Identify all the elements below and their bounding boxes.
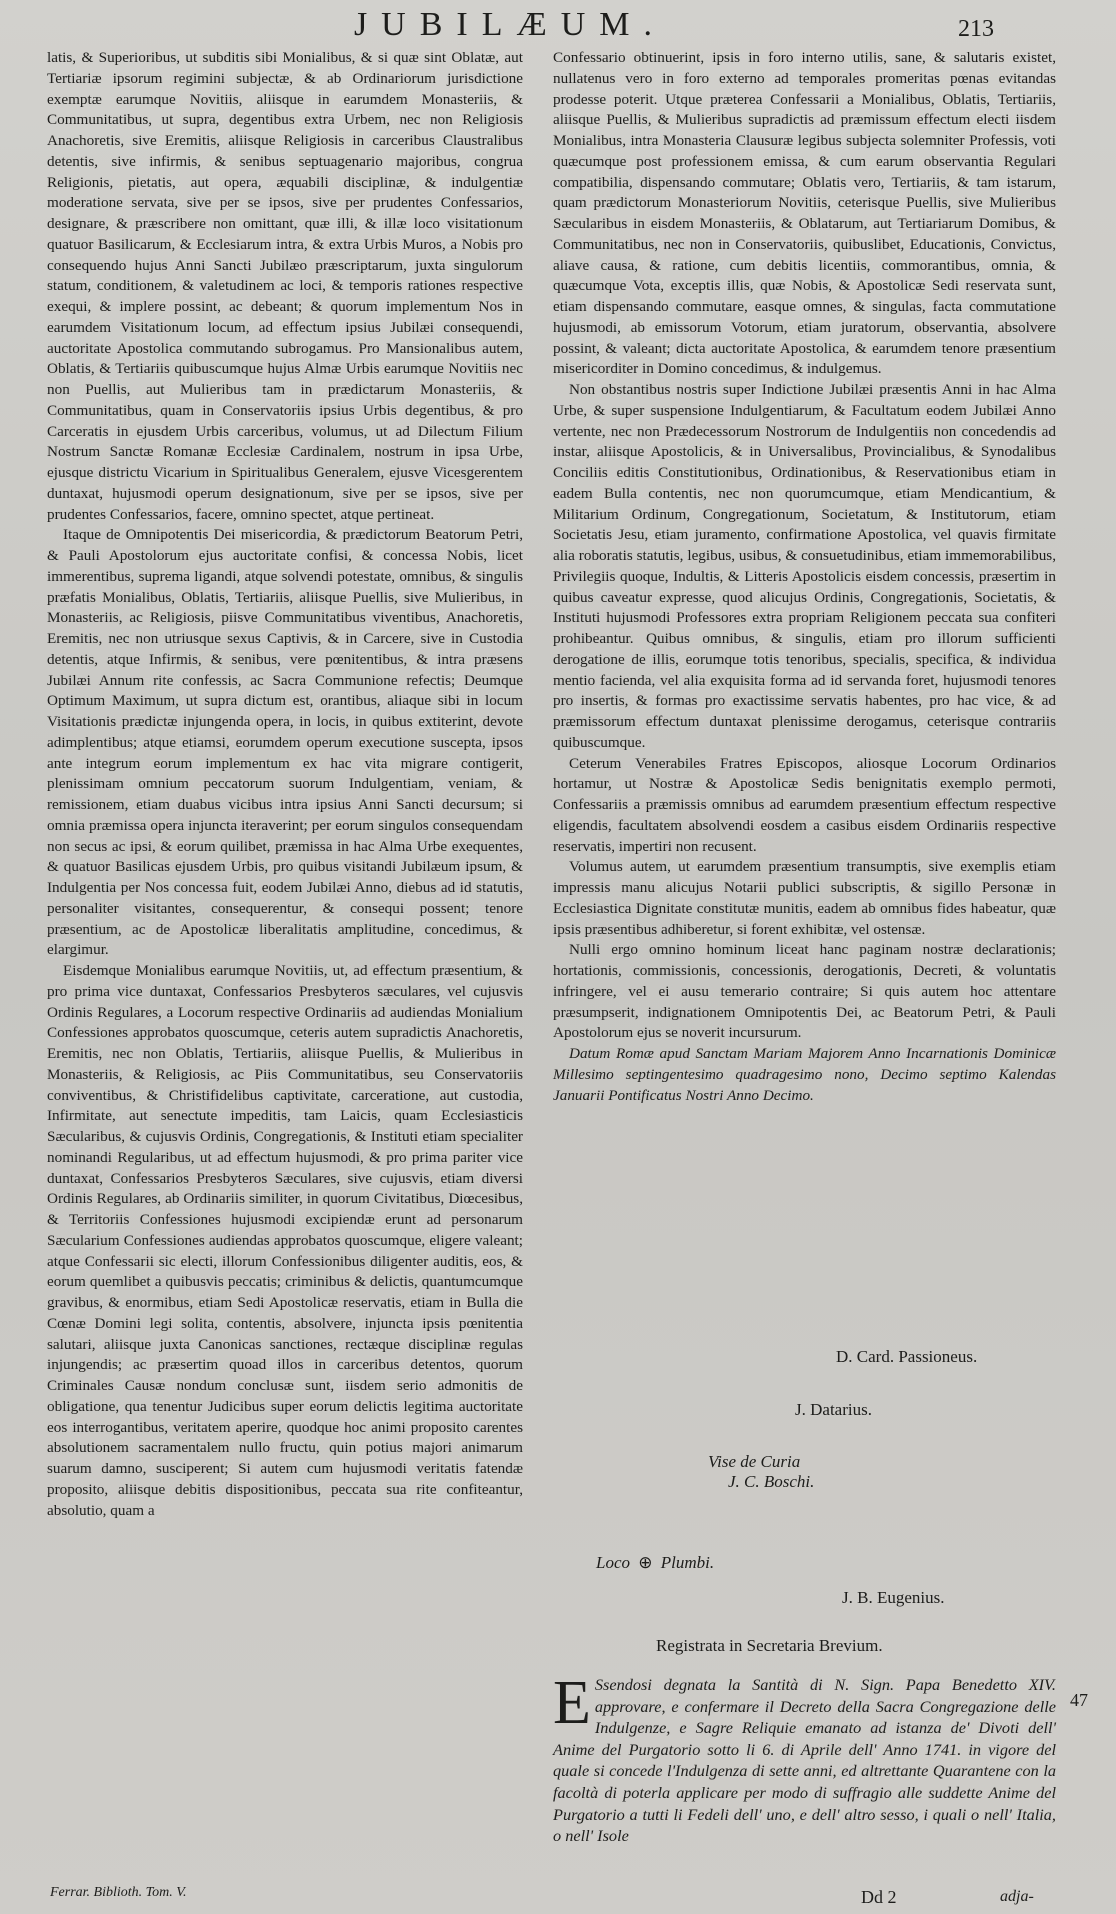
- dated-clause: Datum Romæ apud Sanctam Mariam Majorem Anno Incarnationis Dominicæ Millesimo septingentesimo quadragesimo nono, Decimo septimo Kalendas Januarii Pontificatus Nostri Anno Decimo.: [553, 1045, 1056, 1104]
- right-paragraph-5: Nulli ergo omnino hominum liceat hanc paginam nostræ declarationis; hortationis, commissionis, concessionis, derogationis, Decreti, & voluntatis infringere, vel ei ausu temerario contraire; Si quis autem hoc attentare præsumpserit, indignationem Omnipotentis Dei, ac Beatorum Petri, & Pauli Apostolorum ejus se noverit incursurum.: [553, 941, 1056, 1042]
- right-paragraph-1: Confessario obtinuerint, ipsis in foro interno utilis, sane, & salutaris existet, nullatenus vero in foro externo ad temporales promeritas pœnas evitandas prodesse poterit. Utque præterea Confessarii a Monialibus, Oblatis, Tertiariis, aliisque Puellis, & Mulieribus supradictis ad præmissum effectum electi iisdem Monialibus, intra Monasteria Clausuræ legibus subjecta solemniter Professis, voti quæcumque post professionem emissa, & cum earum observantia Regulari compatibilia, dispensando commutare; Oblatis vero, Tertiariis, & tam istarum, quam prædictorum Monasteriorum Novitiis, ceterisque Puellis, sive Mulieribus Sæcularibus in eisdem Monasteriis, & Oblatarum, aut Tertiariarum Domibus, & Communitatibus, nec non in Conservatoriis, quibuslibet, Educationis, Convictus, aliave causa, & ratione, cum debitis licentiis, commorantibus, omnia, & quæcumque Vota, exceptis illis, quæ Nobis, & Apostolicæ Sedi reservata sunt, etiam dispensando commutare, easque omnes, & singulas, facta commutatione hujusmodi, ab emissorum Votorum, etiam juratorum, observantia, absolvere possint, & valeant; dicta auctoritate Apostolica, & earumdem tenore præsentium misericorditer in Domino concedimus, & indulgemus.: [553, 49, 1056, 378]
- left-paragraph-1: latis, & Superioribus, ut subditis sibi Monialibus, & si quæ sint Oblatæ, aut Tertiariæ ipsorum regimini subjectæ, & ab Ordinariorum jurisdictione exemptæ earumque Novitiis, aliisque in earumdem Monasteriis, & Communitatibus, ut supra, degentibus extra Urbem, nec non Religiosis Anachoretis, sive Eremitis, aliisque Religiosis in carceribus Claustralibus detentis, sive infirmis, & senibus septuagenario majoribus, congrua Religionis, pietatis, aut opera, æquabili disciplinæ, & indulgentiæ moderatione servata, sive per se ipsos, sive per prudentes Confessarios, designare, & præscribere non omittant, quæ illi, & illæ loco visitationum quatuor Basilicarum, & Ecclesiarum intra, & extra Urbis Muros, a Nobis pro consequendo hujus Anni Sancti Jubilæo præscriptarum, juxta singulorum statum, conditionem, & valetudinem ac loci, & temporis rationes respective exequi, & implere possint, ac debeant; & quorum implementum Nos in earumdem Visitationum locum, ad effectum ipsius Jubilæi consequendi, auctoritate Apostolica commutando subrogamus. Pro Mansionalibus autem, Oblatis, & Tertiariis quibuscumque hujus Almæ Urbis earumque Novitiis nec non Puellis, aut Mulieribus tam in prædictarum Monasteriis, & Communitatibus, quam in Conservatoriis ipsius Urbis degentibus, & pro Carceratis in ejusdem Urbis carceribus, volumus, ut ad Dilectum Filium Nostrum Sanctæ Romanæ Ecclesiæ Cardinalem, nostrum in ipsa Urbe, ejusque districtu Vicarium in Spiritualibus Generalem, ejusve Vicesgerentem duntaxat, hujusmodi operum designationum, sive per se ipsos, sive per prudentes Confessarios, facere, omnino spectet, atque pertineat.: [47, 49, 523, 523]
- right-paragraph-4: Volumus autem, ut earumdem præsentium transumptis, sive exemplis etiam impressis manu alicujus Notarii publici subscriptis, & sigillo Personæ in Ecclesiastica Dignitate constitutæ munitis, eadem ab omnibus fides habeatur, quæ ipsis præsentibus adhiberetur, si forent exhibitæ, vel ostensæ.: [553, 858, 1056, 938]
- right-paragraph-2: Non obstantibus nostris super Indictione Jubilæi præsentis Anni in hac Alma Urbe, & super suspensione Indulgentiarum, & Facultatum eodem Jubilæi Anno vertente, nec non Prædecessorum Nostrorum de Indulgentiis non concedendis ad instar, aliisque Apostolicis, & in Universalibus, Provincialibus, & Synodalibus Conciliis editis Constitutionibus, Ordinationibus, & Reservationibus etiam in eadem Bulla contentis, nec non quorumcumque, etiam Mendicantium, & Militarium Ordinum, Congregationum, Societatum, & Institutorum, etiam Societatis Jesu, etiam juramento, confirmatione Apostolica, vel quavis firmitate alia roboratis statutis, legibus, usibus, & consuetudinibus, etiam immemorabilibus, Privilegiis quoque, Indultis, & Litteris Apostolicis eisdem concessis, præsertim in quibus caveatur expresse, quod alicujus Ordinis, Congregationis, Societatis, & Instituti hujusmodi Professores extra propriam Religionem peccata sua confiteri prohibeantur. Quibus omnibus, & singulis, etiam pro illorum sufficienti derogatione de illis, eorumque totis tenoribus, specialis, specifica, & individua mentio facienda, vel alia exquisita forma ad id servanda foret, hujusmodi tenores pro insertis, & formas pro exactissime servatis habentes, pro hac vice, & ad præmissorum effectum duntaxat plenissime derogamus, ceterisque contrariis quibuscumque.: [553, 381, 1056, 751]
- signature-vise-line2: J. C. Boschi.: [728, 1472, 815, 1491]
- left-paragraph-3: Eisdemque Monialibus earumque Novitiis, ut, ad effectum præsentium, & pro prima vice duntaxat, Confessarios Presbyteros sæculares, vel cujusvis Ordinis Regulares, a Locorum respective Ordinariis ad audiendas Monialium Confessiones approbatos quoscumque, ceteris autem supradictis Anachoretis, Eremitis, nec non Oblatis, Tertiariis, aliisque Puellis, & Mulieribus in Monasteriis, & Religiosis, ac Piis Communitatibus, seu Conservatoriis conviventibus, & Christifidelibus captivitate, carceratione, aut custodia, Infirmitate, aut senectute impeditis, tam Laicis, quam Ecclesiasticis Sæcularibus, & cujusvis Ordinis, Congregationis, & Instituti etiam specialiter nominandi Regularibus, ut ad effectum hujusmodi, & pro prima pariter vice duntaxat, Confessarios Presbyteros Sæculares, sive cujusvis, etiam diversi Ordinis Regulares, ab Ordinariis similiter, in quorum Civitatibus, Diœcesibus, & Territoriis Confessiones hujusmodi excipiendæ erunt ad personarum Sæcularium Confessiones audiendas approbatos quoscumque, eligere valeant; atque Confessarii sic electi, illorum Confessionibus diligenter auditis, eos, & eorum quemlibet a quibusvis peccatis; criminibus & delictis, quantumcumque gravibus, & enormibus, etiam Sedi Apostolicæ reservatis, etiam in Bulla die Cœnæ Domini legi solita, contentis, absolvere, injuncta ipsis pœnitentia salutari, aliisque juxta Canonicas sanctiones, rectæque disciplinæ regulas injungendis; ac præsertim quoad illos in carceribus detentos, quorum Criminales Causæ nondum conclusæ sunt, iisdem serio admonitis de obligatione, qua tenentur Judicibus super eorum delictis legitima auctoritate eos interrogantibus, veritatem aperire, quodque hoc animi proposito carentes absolutionem sacramentalem nullo fructu, quin potius majori animarum suarum damno, susciperent; Si autem cum hujusmodi veritatis fatendæ proposito, aliisque debitis dispositionibus, peccata sua rite confiteantur, absolutio, quam a: [47, 962, 523, 1519]
- decree-text: Ssendosi degnata la Santità di N. Sign. Papa Benedetto XIV. approvare, e confermare il Decreto della Sacra Congregazione delle Indulgenze, e Sagre Reliquie emanato ad istanza de' Divoti dell' Anime del Purgatorio sotto li 6. di Aprile dell' Anno 1741. in vigore del quale si concede l'Indulgenza di sette anni, ed altrettante Quarantene con la facoltà di poterla applicare per modo di suffragio alle suddette Anime del Purgatorio a tutti li Fedeli dell' uno, e dell' altro sesso, i quali o nell' Italia, o nell' Isole: [553, 1675, 1056, 1846]
- seal-cross-icon: ⊕: [638, 1553, 653, 1572]
- signature-cardinal: D. Card. Passioneus.: [836, 1347, 978, 1366]
- footer-source: Ferrar. Biblioth. Tom. V.: [50, 1885, 187, 1900]
- running-title: JUBILÆUM.: [353, 6, 667, 43]
- signature-vise-line1: Vise de Curia: [708, 1452, 801, 1471]
- catchword: adja-: [1000, 1888, 1034, 1905]
- signature-eugenius: J. B. Eugenius.: [842, 1588, 945, 1607]
- left-column: [47, 48, 523, 1521]
- margin-note-number: 47: [1070, 1690, 1088, 1710]
- italian-decree: [553, 1669, 1056, 1847]
- signature-datarius: J. Datarius.: [795, 1400, 872, 1419]
- running-head: [0, 4, 1116, 44]
- right-paragraph-3: Ceterum Venerabiles Fratres Episcopos, aliosque Locorum Ordinarios hortamur, ut Nostræ & Apostolicæ Sedis benignitatis exemplo permoti, Confessariis a præmissis omnibus ad earumdem præsentium effectum respective eligendis, facultatem absolvendi eosdem a casibus eisdem Ordinariis respective reservatis, impertiri non recusent.: [553, 754, 1056, 855]
- plumbi-text: Plumbi.: [660, 1553, 715, 1572]
- left-paragraph-2: Itaque de Omnipotentis Dei misericordia, & prædictorum Beatorum Petri, & Pauli Apostolorum ejus auctoritate confisi, & concessa Nobis, licet immerentibus, suprema ligandi, atque solvendi potestate, omnibus, & singulis præfatis Monialibus, Oblatis, Tertiariis, aliisque Puellis, sive Mulieribus, in Monasteriis, ac Religiosis, piisve Communitatibus viventibus, Anachoretis, Eremitis, nec non utriusque sexus Captivis, & in Carcere, sive in Custodia detentis, atque Infirmis, & senibus, vere pœnitentibus, & intra præsens Jubilæi Annum rite confessis, ac Sacra Communione refectis; Deumque Optimum Maximum, ut supra dictum est, orantibus, aliaque sibi in locum Visitationis prædictæ injungenda opera, in locis, in quibus extiterint, devote adimplentibus; atque etiamsi, eorumdem operum executione suscepta, ipsos ante integrum eorum implementum ex hac vita migrare contigerit, plenissimam omnium peccatorum suorum Indulgentiam, veniam, & remissionem, etiam duabus vicibus intra ipsius Anni Sancti decursum; si omnia præmissa opera injuncta iteraverint; per eorum singulos consequendam non secus ac ipsi, & eorum quilibet, præmissa in hac Alma Urbe exequentes, & quatuor Basilicas ejusdem Urbis, pro quibus visitandi Jubilæum ipsum, & Indulgentia per Nos concessa fuit, eodem Jubilæi Anno, diebus ad id statutis, personaliter visitantes, consequerentur, & consequi possent; tenore præsentium, ac de Apostolicæ liberalitatis amplitudine, concedimus, & elargimur.: [47, 526, 523, 959]
- page-number: 213: [958, 16, 994, 42]
- signature-mark: Dd 2: [861, 1887, 897, 1907]
- registrata-line: Registrata in Secretaria Brevium.: [656, 1636, 883, 1655]
- right-column: [553, 48, 1056, 1106]
- seal-line: [596, 1553, 714, 1573]
- loco-text: Loco: [596, 1553, 630, 1572]
- drop-cap: E: [553, 1669, 591, 1737]
